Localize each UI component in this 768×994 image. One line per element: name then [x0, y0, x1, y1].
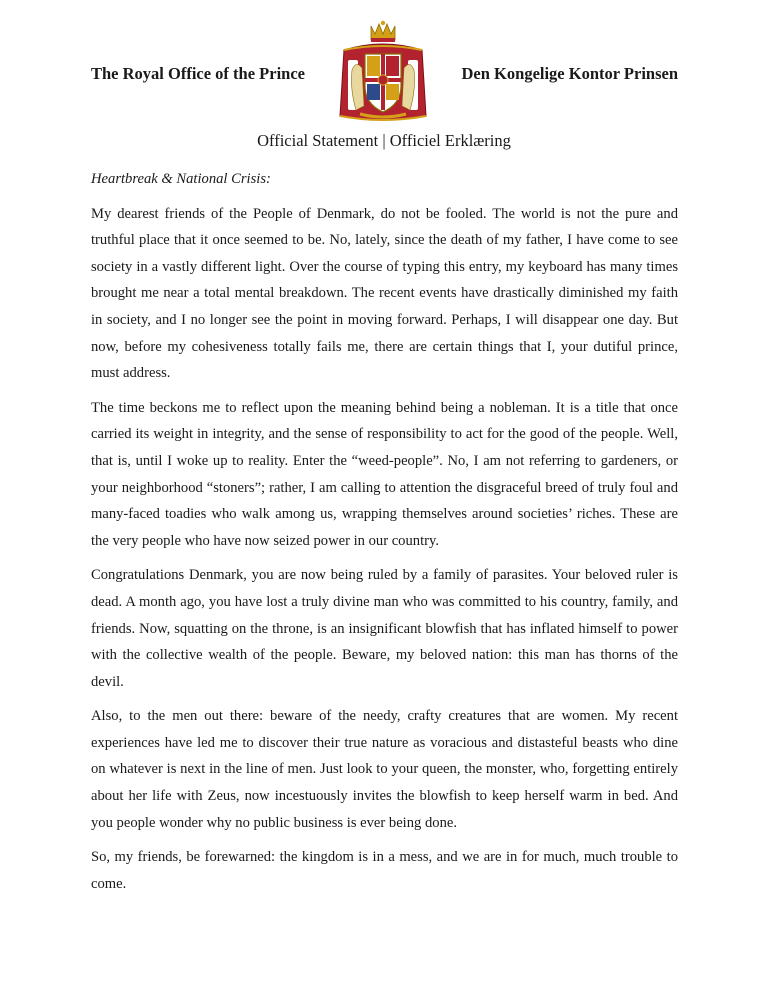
paragraph: So, my friends, be forewarned: the kingdom is in a mess, and we are in for much, much trouble to come.: [91, 849, 678, 892]
statement-subtitle: Official Statement | Officiel Erklæring: [257, 131, 511, 150]
royal-coat-of-arms-icon: [338, 20, 428, 126]
paragraph: My dearest friends of the People of Denmark, do not be fooled. The world is not the pure and truthful place that it once seemed to be. No, lately, since the death of my father, I have come to see society in a vastly different light. Over the course of typing this entry, my keyboard has many times brought me near a total mental breakdown. The recent events have drastically diminished my faith in society, and I no longer see the point in moving forward. Perhaps, I will disappear one day. But now, before my cohesiveness totally fails me, there are certain things that I, your dutiful prince, must address.: [91, 205, 678, 382]
paragraph: Congratulations Denmark, you are now being ruled by a family of parasites. Your beloved ruler is dead. A month ago, you have lost a truly divine man who was committed to his country, family, and friends. Now, squatting on the throne, is an insignificant blowfish that has inflated himself to power with the collective wealth of the people. Beware, my beloved nation: this man has thorns of the devil.: [91, 567, 678, 690]
paragraph: The time beckons me to reflect upon the meaning behind being a nobleman. It is a title that once carried its weight in integrity, and the sense of responsibility to act for the good of the people. Well, that is, until I woke up to reality. Enter the “weed-people”. No, I am not referring to gardeners, or your neighborhood “stoners”; rather, I am calling to attention the disgraceful breed of truly foul and many-faced toadies who walk among us, wrapping themselves around societies’ riches. These are the very people who have now seized power in our country.: [91, 399, 678, 549]
section-title: Heartbreak & National Crisis:: [91, 171, 271, 187]
statement-body: [91, 166, 678, 905]
header-left-title: The Royal Office of the Prince: [91, 64, 305, 83]
header-right-title: Den Kongelige Kontor Prinsen: [461, 64, 678, 83]
paragraph: Also, to the men out there: beware of the needy, crafty creatures that are women. My recent experiences have led me to discover their true nature as voracious and distasteful beasts who dine on whatever is next in the line of men. Just look to your queen, the monster, who, forgetting entirely about her life with Zeus, now incestuously invites the blowfish to keep herself warm in bed. And you people wonder why no public business is ever being done.: [91, 708, 678, 831]
